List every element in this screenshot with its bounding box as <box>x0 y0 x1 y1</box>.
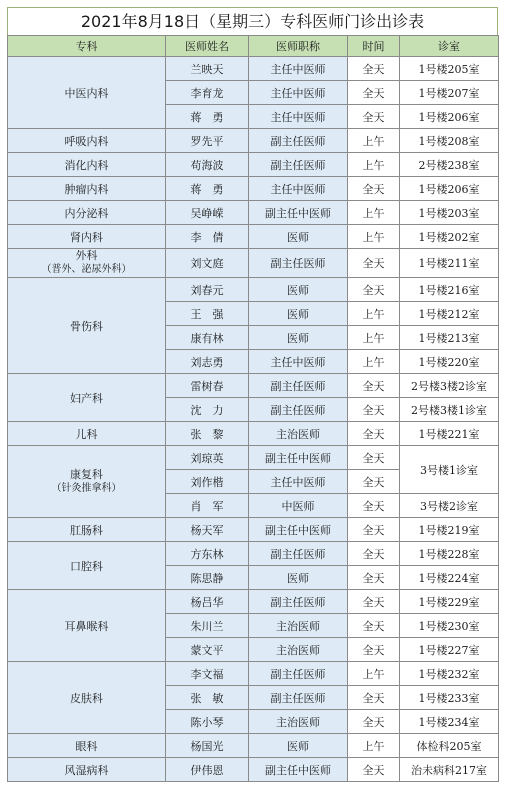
doctor-title: 医师 <box>249 278 348 302</box>
department-name: 康复科 <box>70 467 103 481</box>
clinic-room: 1号楼219室 <box>400 518 499 542</box>
department-name: 骨伤科 <box>70 319 103 333</box>
clinic-time: 全天 <box>348 710 400 734</box>
table-row <box>8 374 499 398</box>
clinic-room: 1号楼207室 <box>400 81 499 105</box>
department-cell <box>8 518 166 542</box>
clinic-time: 全天 <box>348 422 400 446</box>
clinic-room: 治未病科217室 <box>400 758 499 782</box>
doctor-title: 副主任医师 <box>249 153 348 177</box>
clinic-room: 1号楼211室 <box>400 249 499 278</box>
doctor-name: 杨国光 <box>166 734 249 758</box>
clinic-room: 1号楼206室 <box>400 177 499 201</box>
department-cell <box>8 374 166 422</box>
doctor-title: 副主任中医师 <box>249 201 348 225</box>
clinic-time: 全天 <box>348 57 400 81</box>
department-name: 妇产科 <box>70 391 103 405</box>
doctor-name: 杨天军 <box>166 518 249 542</box>
doctor-name: 雷树春 <box>166 374 249 398</box>
department-name: 儿科 <box>75 427 98 441</box>
clinic-time: 上午 <box>348 201 400 225</box>
table-row <box>8 129 499 153</box>
department-name: 耳鼻喉科 <box>64 619 109 633</box>
doctor-title: 主任中医师 <box>249 81 348 105</box>
department-name: 消化内科 <box>64 158 109 172</box>
clinic-room: 1号楼216室 <box>400 278 499 302</box>
doctor-title: 副主任中医师 <box>249 518 348 542</box>
department-cell <box>8 57 166 129</box>
clinic-time: 全天 <box>348 105 400 129</box>
clinic-time: 全天 <box>348 542 400 566</box>
doctor-title: 副主任医师 <box>249 590 348 614</box>
clinic-time: 全天 <box>348 81 400 105</box>
department-name: 肿瘤内科 <box>64 182 109 196</box>
doctor-title: 副主任医师 <box>249 542 348 566</box>
clinic-time: 全天 <box>348 590 400 614</box>
clinic-room: 2号楼3楼2诊室 <box>400 374 499 398</box>
table-row <box>8 446 499 470</box>
doctor-name: 王 强 <box>166 302 249 326</box>
clinic-time: 全天 <box>348 638 400 662</box>
table-row <box>8 422 499 446</box>
clinic-time: 上午 <box>348 326 400 350</box>
doctor-title: 主任中医师 <box>249 350 348 374</box>
doctor-title: 医师 <box>249 566 348 590</box>
schedule-body <box>8 57 499 782</box>
doctor-title: 副主任医师 <box>249 374 348 398</box>
clinic-time: 全天 <box>348 494 400 518</box>
table-row <box>8 758 499 782</box>
clinic-time: 上午 <box>348 302 400 326</box>
doctor-title: 主治医师 <box>249 710 348 734</box>
schedule-table <box>7 35 499 782</box>
clinic-room: 1号楼220室 <box>400 350 499 374</box>
clinic-time: 全天 <box>348 446 400 470</box>
clinic-time: 上午 <box>348 350 400 374</box>
clinic-room: 1号楼232室 <box>400 662 499 686</box>
clinic-room: 1号楼229室 <box>400 590 499 614</box>
doctor-title: 主治医师 <box>249 422 348 446</box>
table-row <box>8 734 499 758</box>
doctor-title: 医师 <box>249 326 348 350</box>
doctor-title: 副主任医师 <box>249 249 348 278</box>
department-name: 外科 <box>75 249 98 262</box>
doctor-name: 李文福 <box>166 662 249 686</box>
doctor-name: 吴峥嵘 <box>166 201 249 225</box>
doctor-title: 医师 <box>249 225 348 249</box>
department-cell <box>8 734 166 758</box>
doctor-title: 副主任医师 <box>249 398 348 422</box>
doctor-title: 副主任中医师 <box>249 758 348 782</box>
clinic-time: 全天 <box>348 249 400 278</box>
department-name: 皮肤科 <box>70 691 103 705</box>
table-row <box>8 590 499 614</box>
doctor-name: 蒋 勇 <box>166 105 249 129</box>
doctor-title: 医师 <box>249 734 348 758</box>
clinic-time: 全天 <box>348 177 400 201</box>
table-row <box>8 153 499 177</box>
table-row <box>8 201 499 225</box>
clinic-room: 3号楼2诊室 <box>400 494 499 518</box>
table-row <box>8 278 499 302</box>
doctor-name: 蒙文平 <box>166 638 249 662</box>
table-row <box>8 662 499 686</box>
doctor-name: 肖 军 <box>166 494 249 518</box>
schedule-sheet <box>7 7 498 782</box>
header-doctor-title: 医师职称 <box>249 36 348 57</box>
clinic-room: 1号楼227室 <box>400 638 499 662</box>
clinic-room: 1号楼213室 <box>400 326 499 350</box>
clinic-time: 上午 <box>348 225 400 249</box>
department-cell <box>8 590 166 662</box>
clinic-time: 全天 <box>348 470 400 494</box>
doctor-title: 医师 <box>249 302 348 326</box>
clinic-room: 1号楼230室 <box>400 614 499 638</box>
clinic-time: 全天 <box>348 518 400 542</box>
table-row <box>8 57 499 81</box>
department-cell <box>8 422 166 446</box>
doctor-title: 主治医师 <box>249 638 348 662</box>
department-cell <box>8 278 166 374</box>
doctor-title: 副主任医师 <box>249 129 348 153</box>
clinic-room: 2号楼3楼1诊室 <box>400 398 499 422</box>
doctor-title: 中医师 <box>249 494 348 518</box>
clinic-time: 全天 <box>348 566 400 590</box>
doctor-title: 主任中医师 <box>249 177 348 201</box>
department-name: 肛肠科 <box>70 523 103 537</box>
doctor-name: 蒋 勇 <box>166 177 249 201</box>
department-cell <box>8 662 166 734</box>
header-doctor-name: 医师姓名 <box>166 36 249 57</box>
clinic-room: 体检科205室 <box>400 734 499 758</box>
clinic-time: 上午 <box>348 129 400 153</box>
clinic-time: 全天 <box>348 614 400 638</box>
doctor-name: 张 黎 <box>166 422 249 446</box>
clinic-time: 上午 <box>348 153 400 177</box>
clinic-room: 1号楼205室 <box>400 57 499 81</box>
clinic-room: 1号楼208室 <box>400 129 499 153</box>
doctor-name: 方东林 <box>166 542 249 566</box>
doctor-title: 主任中医师 <box>249 105 348 129</box>
doctor-name: 陈思静 <box>166 566 249 590</box>
table-row <box>8 542 499 566</box>
clinic-room: 1号楼202室 <box>400 225 499 249</box>
doctor-name: 罗先平 <box>166 129 249 153</box>
clinic-time: 全天 <box>348 398 400 422</box>
table-row <box>8 249 499 278</box>
doctor-title: 主任中医师 <box>249 57 348 81</box>
department-name: 肾内科 <box>70 230 103 244</box>
clinic-room: 3号楼1诊室 <box>400 446 499 494</box>
department-subtitle: （普外、泌尿外科） <box>41 264 132 275</box>
clinic-room: 1号楼212室 <box>400 302 499 326</box>
table-row <box>8 225 499 249</box>
table-row <box>8 177 499 201</box>
doctor-title: 副主任医师 <box>249 662 348 686</box>
department-cell <box>8 446 166 518</box>
clinic-room: 1号楼203室 <box>400 201 499 225</box>
doctor-name: 伊伟恩 <box>166 758 249 782</box>
doctor-name: 刘作楷 <box>166 470 249 494</box>
doctor-name: 朱川兰 <box>166 614 249 638</box>
clinic-time: 全天 <box>348 278 400 302</box>
department-cell <box>8 177 166 201</box>
department-cell <box>8 542 166 590</box>
page-title: 2021年8月18日（星期三）专科医师门诊出诊表 <box>7 7 498 35</box>
doctor-name: 张 敏 <box>166 686 249 710</box>
department-name: 风湿病科 <box>64 763 109 777</box>
department-subtitle: （针灸推拿科） <box>51 482 122 494</box>
doctor-name: 康有林 <box>166 326 249 350</box>
clinic-time: 全天 <box>348 758 400 782</box>
clinic-time: 全天 <box>348 374 400 398</box>
department-cell <box>8 225 166 249</box>
doctor-name: 刘文庭 <box>166 249 249 278</box>
department-cell <box>8 153 166 177</box>
doctor-name: 刘琼英 <box>166 446 249 470</box>
department-cell <box>8 249 166 278</box>
header-time: 时间 <box>348 36 400 57</box>
doctor-name: 李 倩 <box>166 225 249 249</box>
doctor-name: 刘志勇 <box>166 350 249 374</box>
clinic-room: 1号楼234室 <box>400 710 499 734</box>
doctor-name: 沈 力 <box>166 398 249 422</box>
department-cell <box>8 201 166 225</box>
doctor-title: 主任中医师 <box>249 470 348 494</box>
doctor-name: 李育龙 <box>166 81 249 105</box>
clinic-room: 1号楼224室 <box>400 566 499 590</box>
department-cell <box>8 129 166 153</box>
clinic-time: 上午 <box>348 662 400 686</box>
clinic-time: 全天 <box>348 686 400 710</box>
doctor-name: 兰映天 <box>166 57 249 81</box>
doctor-name: 杨吕华 <box>166 590 249 614</box>
department-name: 口腔科 <box>70 559 103 573</box>
clinic-room: 1号楼233室 <box>400 686 499 710</box>
clinic-room: 2号楼238室 <box>400 153 499 177</box>
department-name: 眼科 <box>75 739 98 753</box>
department-cell <box>8 758 166 782</box>
department-name: 呼吸内科 <box>64 134 109 148</box>
header-room: 诊室 <box>400 36 499 57</box>
doctor-name: 刘春元 <box>166 278 249 302</box>
department-name: 中医内科 <box>64 86 109 100</box>
clinic-room: 1号楼221室 <box>400 422 499 446</box>
doctor-title: 副主任中医师 <box>249 446 348 470</box>
doctor-name: 苟海波 <box>166 153 249 177</box>
header-department: 专科 <box>8 36 166 57</box>
table-row <box>8 518 499 542</box>
doctor-name: 陈小琴 <box>166 710 249 734</box>
clinic-room: 1号楼228室 <box>400 542 499 566</box>
clinic-room: 1号楼206室 <box>400 105 499 129</box>
clinic-time: 上午 <box>348 734 400 758</box>
doctor-title: 主治医师 <box>249 614 348 638</box>
doctor-title: 副主任医师 <box>249 686 348 710</box>
department-name: 内分泌科 <box>64 206 109 220</box>
header-row <box>8 36 499 57</box>
